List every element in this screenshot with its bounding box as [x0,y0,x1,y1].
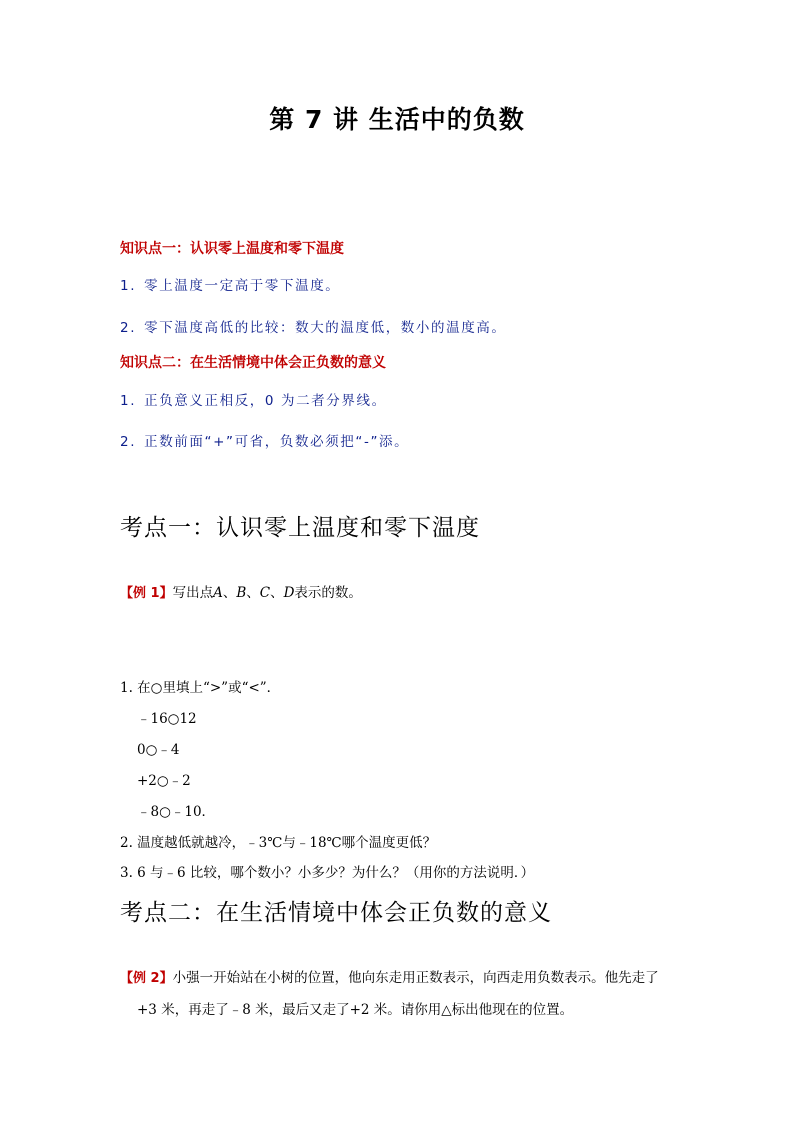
example-1-text-post: 表示的数。 [294,585,362,601]
example-1 [120,581,362,601]
point-d-label: D [283,585,295,601]
knowledge-point-2-item-2 [120,430,409,450]
example-2-line-2: +3 米，再走了﹣8 米，最后又走了+2 米。请你用△标出他现在的位置。 [137,1002,574,1018]
example-2-line-1 [120,966,659,986]
knowledge-point-2-heading: 知识点二：在生活情境中体会正负数的意义 [120,355,386,371]
item-text: 正负意义正相反，0 为二者分界线。 [144,393,387,409]
example-1-text-pre: 写出点 [172,585,214,601]
point-c-label: C [259,585,271,601]
example-1-tag: 【例 1】 [120,586,173,601]
point-b-label: B [236,585,247,601]
knowledge-point-1-heading: 知识点一：认识零上温度和零下温度 [120,241,344,257]
knowledge-point-2-item-1 [120,389,387,409]
separator: 、 [246,585,260,601]
item-number: 1. [120,278,137,294]
separator: 、 [222,585,237,601]
question-1: 1. 在○里填上“>”或“<”． [120,680,281,696]
question-1-line-1: ﹣16○12 [137,711,197,727]
knowledge-point-1-item-2 [120,316,507,336]
point-a-label: A [213,585,223,601]
question-1-line-2: 0○﹣4 [137,742,180,758]
separator: 、 [270,585,284,601]
item-number: 1. [120,393,137,409]
section-1-heading: 考点一：认识零上温度和零下温度 [120,515,480,541]
question-1-line-3: +2○﹣2 [137,773,191,789]
page-title: 第 7 讲 生活中的负数 [269,105,525,134]
item-number: 2. [120,320,137,336]
question-1-line-4: ﹣8○﹣10． [137,804,216,820]
question-3: 3. 6 与﹣6 比较，哪个数小？小多少？为什么？（用你的方法说明．） [120,865,535,881]
knowledge-point-1-item-1 [120,274,340,294]
item-number: 2. [120,434,137,450]
item-text: 正数前面“+”可省，负数必须把“-”添。 [144,434,410,450]
question-2: 2. 温度越低就越冷，﹣3℃与﹣18℃哪个温度更低？ [120,835,437,851]
item-text: 零上温度一定高于零下温度。 [144,278,341,294]
example-2-tag: 【例 2】 [120,971,173,986]
item-text: 零下温度高低的比较：数大的温度低，数小的温度高。 [144,320,507,336]
section-2-heading: 考点二：在生活情境中体会正负数的意义 [120,900,552,926]
example-2-text: 小强一开始站在小树的位置，他向东走用正数表示，向西走用负数表示。他先走了 [172,970,659,986]
